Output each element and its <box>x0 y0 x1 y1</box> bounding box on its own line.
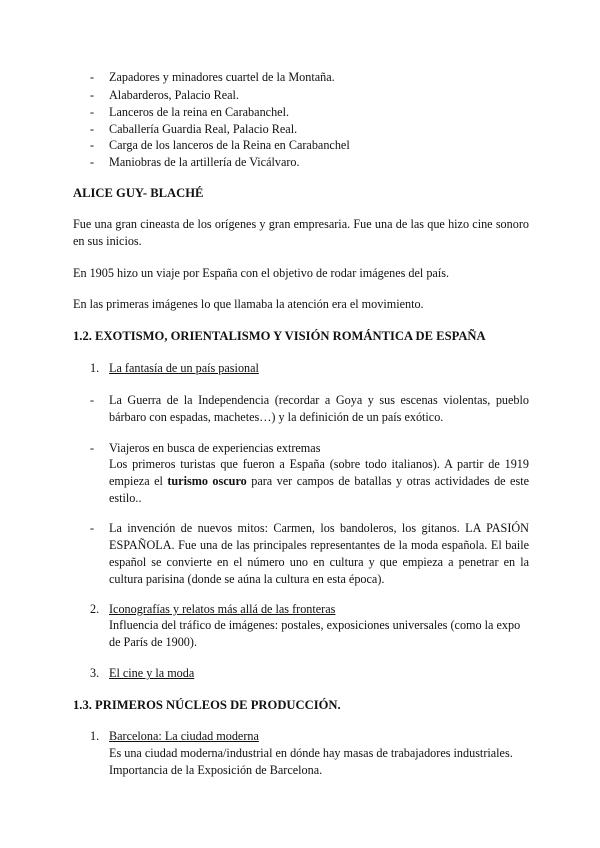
item-number: 1. <box>90 729 100 743</box>
list-dash: - <box>90 70 95 84</box>
section-1-3-heading: 1.3. PRIMEROS NÚCLEOS DE PRODUCCIÓN. <box>73 698 341 712</box>
list-item: Caballería Guardia Real, Palacio Real. <box>109 122 298 136</box>
list-dash: - <box>90 122 95 136</box>
item-number: 3. <box>90 666 100 680</box>
list-item: Zapadores y minadores cuartel de la Montaña. <box>109 70 335 84</box>
bullet-viajeros-title: Viajeros en busca de experiencias extremas <box>109 441 321 455</box>
bullet-invencion: La invención de nuevos mitos: Carmen, los bandoleros, los gitanos. LA PASIÓN ESPAÑOLA. Fue una de las principales representantes de la moda española. El baile español se convierte en el número uno en cultura y que empieza a penetrar en la cultura parisina (donde se aúna la cultura en esta época). <box>109 521 529 586</box>
item-number: 1. <box>90 361 100 375</box>
list-item: Carga de los lanceros de la Reina en Carabanchel <box>109 138 350 152</box>
alice-paragraph-2: En 1905 hizo un viaje por España con el objetivo de rodar imágenes del país. <box>73 266 450 280</box>
list-dash: - <box>90 155 95 169</box>
turismo-oscuro-bold: turismo oscuro <box>167 474 247 488</box>
list-item: Lanceros de la reina en Carabanchel. <box>109 105 290 119</box>
item-title-fantasia: La fantasía de un país pasional <box>109 361 259 375</box>
list-dash: - <box>90 105 95 119</box>
item-title-cine-moda: El cine y la moda <box>109 666 195 680</box>
barcelona-line-1: Es una ciudad moderna/industrial en dónde hay masas de trabajadores industriales. <box>109 746 513 760</box>
list-dash: - <box>90 441 95 455</box>
list-item: Maniobras de la artillería de Vicálvaro. <box>109 155 300 169</box>
alice-paragraph-3: En las primeras imágenes lo que llamaba la atención era el movimiento. <box>73 297 424 311</box>
list-dash: - <box>90 521 95 535</box>
bullet-viajeros-text: Los primeros turistas que fueron a España (sobre todo italianos). A partir de 1919 empieza el turismo oscuro para ver campos de batallas y otras actividades de este estilo.. <box>109 457 529 505</box>
section-1-2-heading: 1.2. EXOTISMO, ORIENTALISMO Y VISIÓN ROMÁNTICA DE ESPAÑA <box>73 329 486 343</box>
alice-paragraph-1: Fue una gran cineasta de los orígenes y gran empresaria. Fue una de las que hizo cine sonoro en sus inicios. <box>73 217 529 248</box>
item-number: 2. <box>90 602 100 616</box>
list-dash: - <box>90 88 95 102</box>
list-dash: - <box>90 138 95 152</box>
bullet-guerra: La Guerra de la Independencia (recordar a Goya y sus escenas violentas, pueblo bárbaro con espadas, machetes…) y la definición de un país exótico. <box>109 393 529 424</box>
item-text-iconografias: Influencia del tráfico de imágenes: postales, exposiciones universales (como la expo de París de 1900). <box>109 618 521 649</box>
alice-heading: ALICE GUY- BLACHÉ <box>73 186 204 200</box>
barcelona-line-2: Importancia de la Exposición de Barcelona. <box>109 763 323 777</box>
item-title-barcelona: Barcelona: La ciudad moderna <box>109 729 259 743</box>
item-title-iconografias: Iconografías y relatos más allá de las fronteras <box>109 602 336 616</box>
list-dash: - <box>90 393 95 407</box>
list-item: Alabarderos, Palacio Real. <box>109 88 239 102</box>
